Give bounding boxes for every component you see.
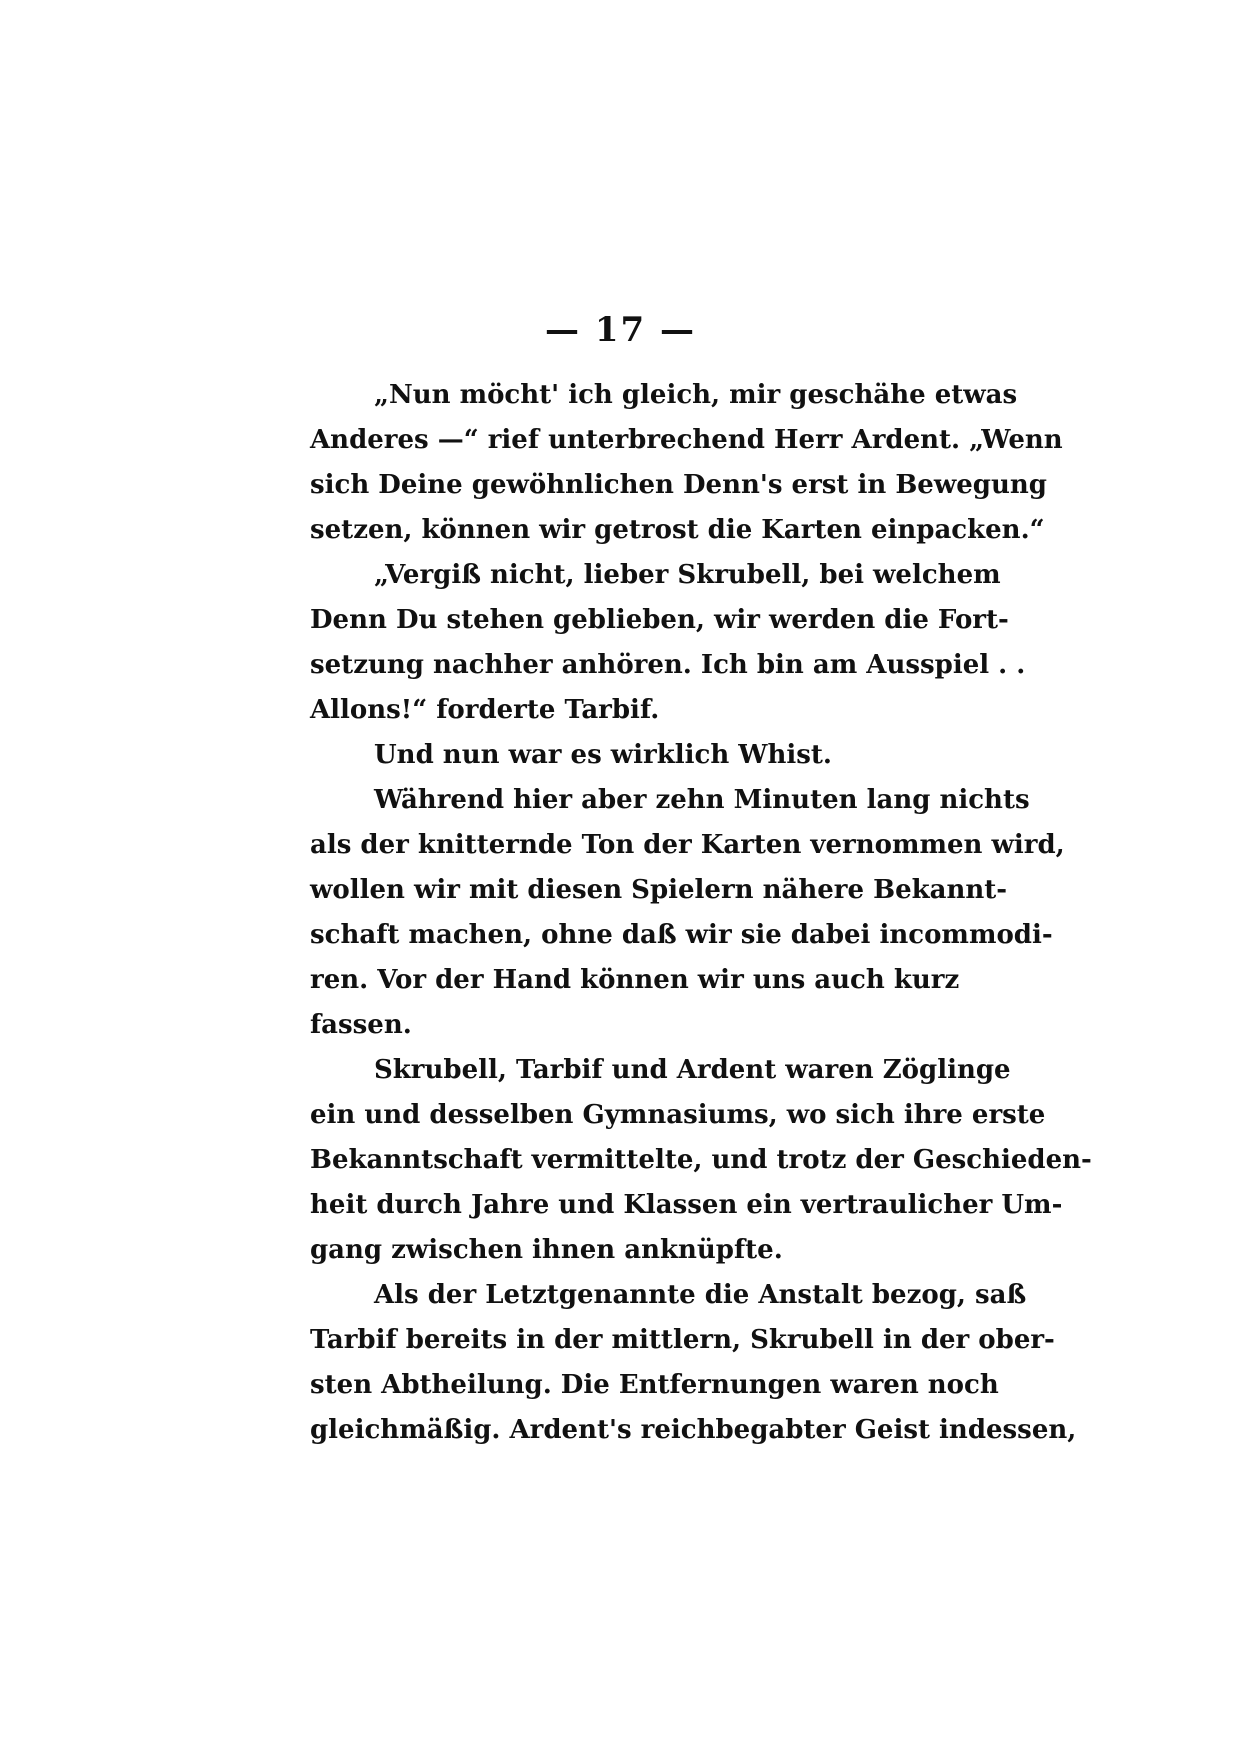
text-line: Allons!“ forderte Tarbif.: [310, 695, 660, 725]
text-line: Bekanntschaft vermittelte, und trotz der Geschieden-: [310, 1145, 1092, 1175]
paragraph-2: [310, 553, 1026, 733]
paragraph-4: [310, 778, 1065, 1048]
page-number: — 17 —: [545, 310, 696, 350]
text-line: wollen wir mit diesen Spielern nähere Bekannt-: [310, 875, 1008, 905]
text-line: sten Abtheilung. Die Entfernungen waren noch: [310, 1370, 999, 1400]
text-line: „Vergiß nicht, lieber Skrubell, bei welchem: [374, 560, 1001, 590]
text-line: sich Deine gewöhnlichen Denn's erst in Bewegung: [310, 470, 1047, 500]
text-line: Denn Du stehen geblieben, wir werden die Fort-: [310, 605, 1009, 635]
text-line: Und nun war es wirklich Whist.: [374, 740, 832, 770]
body-text: [310, 373, 1092, 1453]
text-line: Als der Letztgenannte die Anstalt bezog, saß: [374, 1280, 1027, 1310]
text-line: ren. Vor der Hand können wir uns auch kurz: [310, 965, 960, 995]
text-line: Skrubell, Tarbif und Ardent waren Zöglinge: [374, 1055, 1011, 1085]
text-line: gang zwischen ihnen anknüpfte.: [310, 1235, 783, 1265]
paragraph-6: [310, 1273, 1077, 1453]
text-line: fassen.: [310, 1010, 412, 1040]
text-line: „Nun möcht' ich gleich, mir geschähe etwas: [374, 380, 1018, 410]
text-line: Anderes —“ rief unterbrechend Herr Ardent. „Wenn: [310, 425, 1063, 455]
paragraph-1: [310, 373, 1063, 553]
text-line: ein und desselben Gymnasiums, wo sich ihre erste: [310, 1100, 1046, 1130]
text-line: als der knitternde Ton der Karten vernommen wird,: [310, 830, 1065, 860]
paragraph-5: [310, 1048, 1092, 1273]
text-line: heit durch Jahre und Klassen ein vertraulicher Um-: [310, 1190, 1063, 1220]
text-line: Während hier aber zehn Minuten lang nichts: [374, 785, 1030, 815]
text-line: schaft machen, ohne daß wir sie dabei incommodi-: [310, 920, 1053, 950]
text-line: setzen, können wir getrost die Karten einpacken.“: [310, 515, 1045, 545]
text-line: setzung nachher anhören. Ich bin am Ausspiel . .: [310, 650, 1026, 680]
paragraph-3: [310, 733, 958, 778]
text-line: gleichmäßig. Ardent's reichbegabter Geist indessen,: [310, 1415, 1077, 1445]
text-line: Tarbif bereits in der mittlern, Skrubell in der ober-: [310, 1325, 1055, 1355]
